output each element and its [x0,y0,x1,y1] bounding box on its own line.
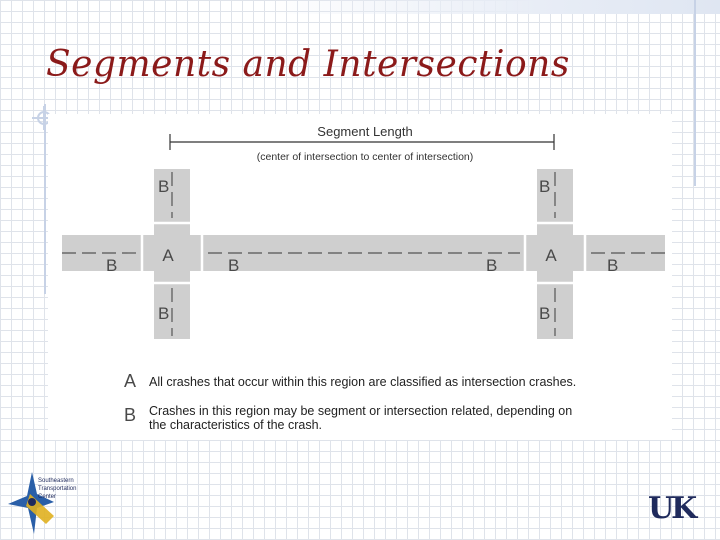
region-label-b-mid-left: B [228,256,240,275]
region-label-b-right-top: B [539,177,551,196]
logo-center-dot [28,498,36,506]
left-guide-line [44,104,46,294]
svg-text:Center: Center [38,494,57,500]
top-decorative-band [265,0,720,14]
legend [124,371,576,432]
region-label-b-far-right: B [607,256,619,275]
road-diagram-svg [48,114,672,440]
svg-text:UK: UK [648,491,695,524]
southeastern-transportation-center-logo [2,466,92,538]
main-road [62,235,665,271]
university-of-kentucky-logo [646,488,706,524]
segment-length-label: Segment Length [317,124,413,139]
region-label-a-right: A [545,246,557,265]
legend-text-b-line1: Crashes in this region may be segment or intersection related, depending on [149,404,573,418]
legend-text-a: All crashes that occur within this region are classified as intersection crashes. [149,375,577,389]
road-network [62,169,665,339]
slide-title: Segments and Intersections [46,44,570,85]
legend-letter-a: A [124,371,137,391]
segment-length-sublabel: (center of intersection to center of intersection) [256,151,474,163]
right-guide-line [694,0,696,186]
region-label-b-left-bottom: B [158,304,170,323]
region-label-b-left-top: B [158,177,170,196]
legend-letter-b: B [124,405,137,425]
region-label-b-right-bottom: B [539,304,551,323]
region-label-a-left: A [162,246,174,265]
region-label-b-far-left: B [106,256,118,275]
region-label-b-mid-right: B [486,256,498,275]
intersection-diagram [48,114,672,440]
legend-text-b-line2: the characteristics of the crash. [149,418,322,432]
svg-text:Southeastern: Southeastern [38,478,74,484]
svg-text:Transportation: Transportation [38,486,77,492]
